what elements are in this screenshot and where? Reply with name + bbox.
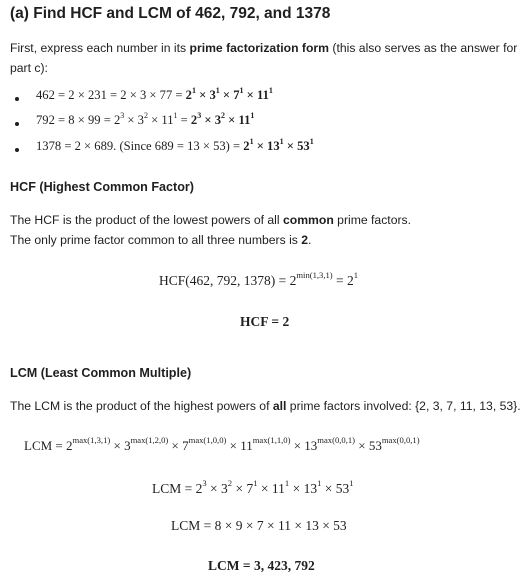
factorization-1378	[36, 139, 314, 154]
lcm-section-title: LCM (Least Common Multiple)	[10, 366, 192, 380]
hcf-line-2: The only prime factor common to all three numbers is 2.	[10, 233, 312, 247]
factorization-result: $2^3 \times 3^2 \times 11^1$	[190, 111, 255, 127]
lcm-formula-powers: LCM = $2^3 \times 3^2 \times 7^1 \times 11^1 \times 13^1 \times 53^1$	[152, 478, 354, 496]
factorization-462	[36, 88, 273, 103]
hcf-line-1: The HCF is the product of the lowest powers of all common prime factors.	[10, 213, 412, 227]
lcm-formula-max: LCM = $2^{max(1,3,1)} \times 3^{max(1,2,0)} \times 7^{max(1,0,0)} \times 11^{max(1,1,0)} \times 13^{max(0,0,1)} \times 53^{max(0,0,1)}$	[24, 435, 420, 453]
intro-line-2: part c):	[10, 61, 48, 75]
intro-bold: prime factorization form	[189, 41, 329, 55]
bullet-dot	[15, 97, 19, 101]
intro-text-after: (this also serves as the answer for	[329, 41, 518, 55]
hcf-result: HCF = 2	[240, 314, 290, 329]
factorization-792: $792 = 8 \times 99 = 2^3 \times 3^2 \times 11^1 = 2^3 \times 3^2 \times 11^1$	[36, 111, 255, 127]
lcm-result: LCM = 3, 423, 792	[208, 558, 315, 573]
factorization-lhs: 462 = 2 × 231 = 2 × 3 × 77 =	[36, 88, 186, 102]
factorization-lhs: 1378 = 2 × 689. (Since 689 = 13 × 53) =	[36, 139, 244, 153]
hcf-section-title: HCF (Highest Common Factor)	[10, 180, 195, 194]
factorization-result: $2^1 \times 13^1 \times 53^1$	[243, 137, 314, 153]
bullet-dot	[15, 148, 19, 152]
intro-line-1	[10, 38, 517, 58]
intro-text: First, express each number in its	[10, 41, 190, 55]
hcf-formula: HCF(462, 792, $1378) = 2^{min(1,3,1)} = 2^1$	[159, 270, 359, 288]
lcm-formula-expanded: LCM = 8 × 9 × 7 × 11 × 13 × 53	[171, 518, 347, 533]
bullet-dot	[15, 122, 19, 126]
factorization-result: $2^1 \times 3^1 \times 7^1 \times 11^1$	[185, 86, 273, 102]
lcm-line: The LCM is the product of the highest powers of all prime factors involved: {2, 3, 7, 11, 13, 53}.	[10, 399, 521, 413]
question-heading: (a) Find HCF and LCM of 462, 792, and 1378	[10, 5, 331, 22]
